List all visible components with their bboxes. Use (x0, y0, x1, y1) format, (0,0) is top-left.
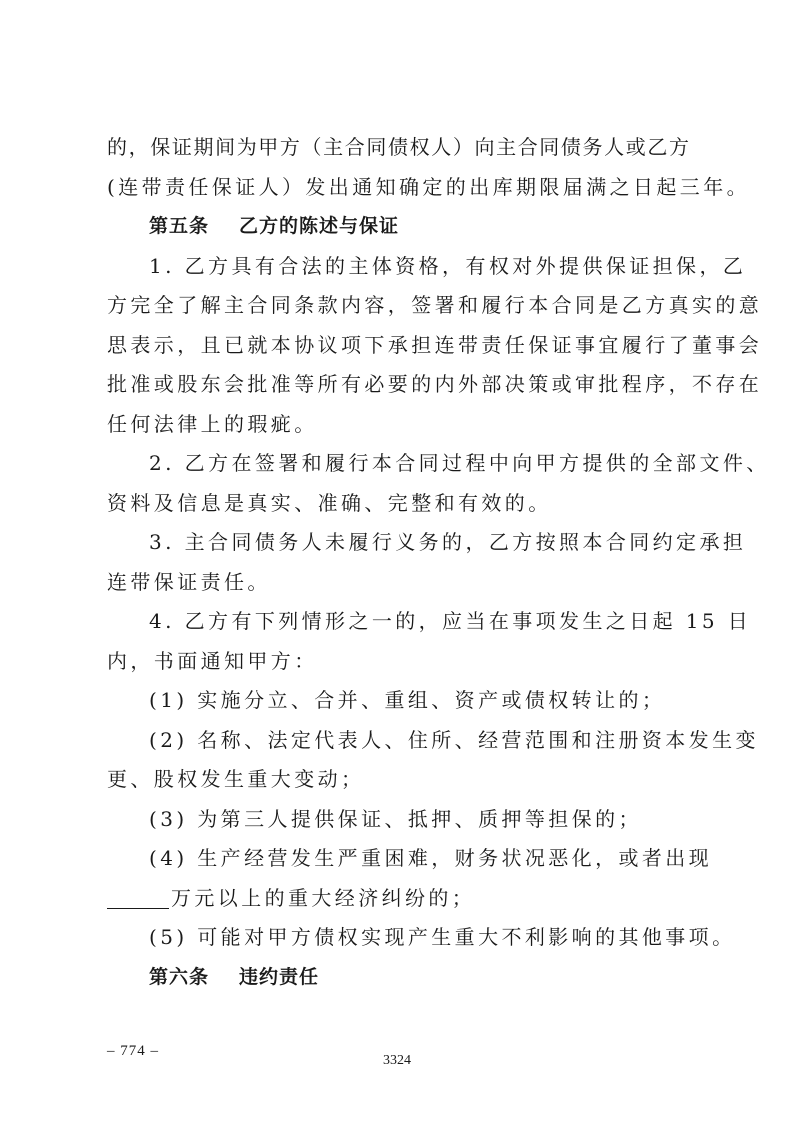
text-line: 3. 主合同债务人未履行义务的，乙方按照本合同约定承担 (149, 530, 747, 554)
page-number: 3324 (383, 1053, 411, 1068)
fill-in-blank (107, 888, 169, 909)
text-line: (1) 实施分立、合并、重组、资产或债权转让的； (149, 688, 666, 712)
text-line: 思表示，且已就本协议项下承担连带责任保证事宜履行了董事会 (107, 332, 763, 357)
text-line (107, 879, 689, 919)
text-line: (5) 可能对甲方债权实现产生重大不利影响的其他事项。 (149, 925, 736, 949)
text-line: 资料及信息是真实、准确、完整和有效的。 (107, 490, 552, 515)
section-heading (107, 958, 689, 998)
text-line: 4. 乙方有下列情形之一的，应当在事项发生之日起 15 日 (149, 609, 752, 633)
text-line: 更、股权发生重大变动； (107, 767, 365, 791)
text-line: (2) 名称、法定代表人、住所、经营范围和注册资本发生变 (149, 727, 759, 752)
text-line: (3) 为第三人提供保证、抵押、质押等担保的； (149, 806, 642, 831)
heading-number: 第六条 (149, 965, 210, 988)
heading-title: 乙方的陈述与保证 (239, 215, 400, 237)
text-line: 1. 乙方具有合法的主体资格，有权对外提供保证担保，乙 (149, 253, 747, 278)
heading-title: 违约责任 (239, 965, 320, 988)
text-line: (连带责任保证人）发出通知确定的出库期限届满之日起三年。 (107, 174, 751, 199)
text-line: 方完全了解主合同条款内容，签署和履行本合同是乙方真实的意 (107, 293, 763, 317)
heading-number: 第五条 (149, 215, 210, 237)
body-text (107, 128, 770, 997)
text-line-content: 万元以上的重大经济纠纷的； (171, 885, 476, 910)
text-line: 的，保证期间为甲方（主合同债权人）向主合同债务人或乙方 (107, 135, 689, 159)
text-line: 任何法律上的瑕疵。 (107, 411, 318, 436)
text-line: (4) 生产经营发生严重困难，财务状况恶化，或者出现 (149, 846, 713, 870)
text-line: 批准或股东会批准等所有必要的内外部决策或审批程序，不存在 (107, 372, 763, 396)
text-line: 连带保证责任。 (107, 569, 271, 594)
text-line: 2. 乙方在签署和履行本合同过程中向甲方提供的全部文件、 (149, 451, 770, 475)
section-heading (107, 207, 689, 247)
text-line: 内，书面通知甲方： (107, 648, 318, 673)
page-marker: – 774 – (107, 1043, 159, 1059)
